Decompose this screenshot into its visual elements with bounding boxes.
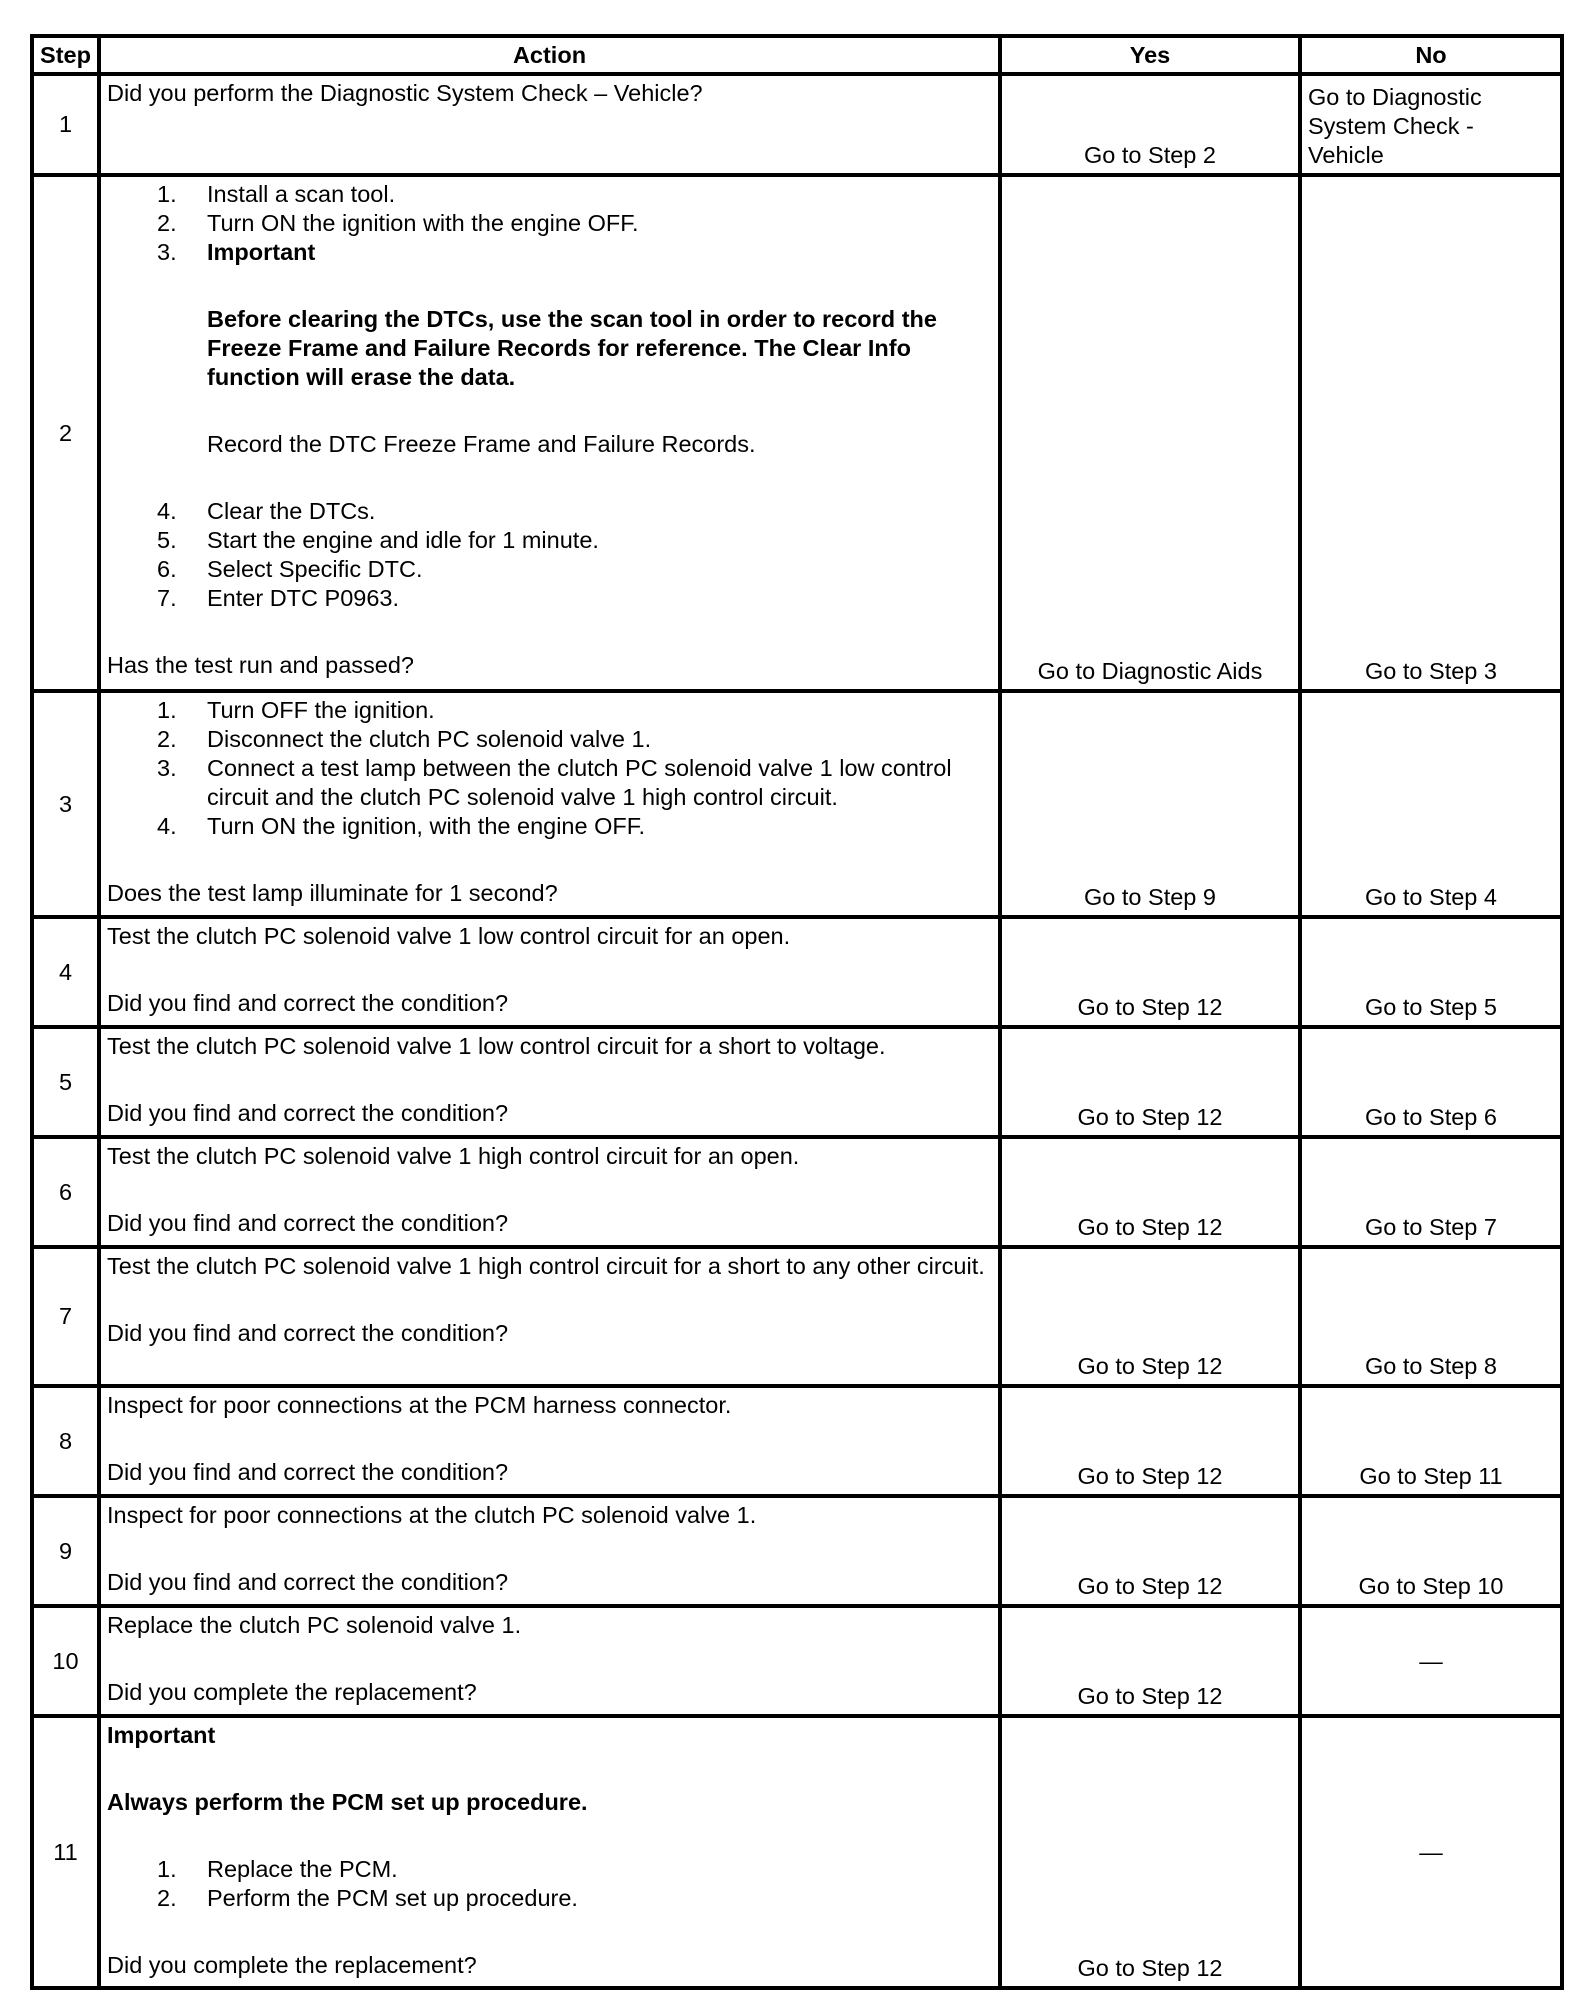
no-cell: Go to Step 7 xyxy=(1300,1137,1562,1247)
header-yes: Yes xyxy=(1000,36,1300,74)
list-item: 1. Replace the PCM. xyxy=(157,1856,398,1882)
diagnostic-table xyxy=(30,34,1564,1990)
question-text: Did you find and correct the condition? xyxy=(107,1459,509,1485)
yes-cell: Go to Step 2 xyxy=(1000,74,1300,175)
procedure-list xyxy=(107,180,992,267)
question-text: Did you find and correct the condition? xyxy=(107,990,509,1016)
list-item: 7. Enter DTC P0963. xyxy=(157,585,400,611)
action-text: Did you perform the Diagnostic System Check – Vehicle? xyxy=(107,80,703,106)
action-cell xyxy=(99,74,1000,175)
action-cell xyxy=(99,1716,1000,1988)
important-note: Before clearing the DTCs, use the scan tool in order to record the Freeze Frame and Failure Records for reference. The Clear Info function will erase the data. xyxy=(207,306,937,390)
question-text: Did you find and correct the condition? xyxy=(107,1100,509,1126)
table-row xyxy=(32,1027,1562,1137)
yes-cell: Go to Step 12 xyxy=(1000,1606,1300,1716)
list-item: 2. Perform the PCM set up procedure. xyxy=(157,1885,578,1911)
yes-cell: Go to Step 12 xyxy=(1000,1247,1300,1386)
table-row xyxy=(32,1496,1562,1606)
list-item: 3. Connect a test lamp between the clutch PC solenoid valve 1 low control circuit and the clutch PC solenoid valve 1 high control circuit. xyxy=(157,755,952,810)
action-text: Replace the clutch PC solenoid valve 1. xyxy=(107,1612,522,1638)
yes-cell: Go to Step 12 xyxy=(1000,1716,1300,1988)
action-text: Test the clutch PC solenoid valve 1 high control circuit for a short to any other circuit. xyxy=(107,1253,985,1279)
list-item: 5. Start the engine and idle for 1 minute. xyxy=(157,527,599,553)
yes-cell: Go to Step 12 xyxy=(1000,1027,1300,1137)
list-item: 6. Select Specific DTC. xyxy=(157,556,423,582)
action-text: Test the clutch PC solenoid valve 1 low control circuit for a short to voltage. xyxy=(107,1033,886,1059)
step-number: 2 xyxy=(32,175,99,691)
question-text: Has the test run and passed? xyxy=(107,652,415,678)
question-text: Does the test lamp illuminate for 1 second? xyxy=(107,880,558,906)
action-cell xyxy=(99,917,1000,1027)
procedure-list xyxy=(107,1855,992,1913)
table-row xyxy=(32,175,1562,691)
list-item: 1. Install a scan tool. xyxy=(157,181,396,207)
yes-cell: Go to Step 12 xyxy=(1000,1137,1300,1247)
important-label: Important xyxy=(107,1722,216,1748)
action-cell xyxy=(99,1386,1000,1496)
yes-cell: Go to Step 12 xyxy=(1000,917,1300,1027)
step-number: 11 xyxy=(32,1716,99,1988)
table-row xyxy=(32,74,1562,175)
action-text: Inspect for poor connections at the clutch PC solenoid valve 1. xyxy=(107,1502,757,1528)
action-cell xyxy=(99,691,1000,917)
list-item: 4. Clear the DTCs. xyxy=(157,498,376,524)
question-text: Did you complete the replacement? xyxy=(107,1952,477,1978)
no-cell: Go to Step 6 xyxy=(1300,1027,1562,1137)
step-number: 1 xyxy=(32,74,99,175)
table-row xyxy=(32,917,1562,1027)
action-text: Inspect for poor connections at the PCM harness connector. xyxy=(107,1392,732,1418)
action-cell xyxy=(99,1606,1000,1716)
action-text: Test the clutch PC solenoid valve 1 high control circuit for an open. xyxy=(107,1143,800,1169)
step-number: 6 xyxy=(32,1137,99,1247)
step-number: 4 xyxy=(32,917,99,1027)
yes-cell: Go to Diagnostic Aids xyxy=(1000,175,1300,691)
no-cell: Go to Step 5 xyxy=(1300,917,1562,1027)
step-number: 9 xyxy=(32,1496,99,1606)
table-row xyxy=(32,1137,1562,1247)
list-item: 4. Turn ON the ignition, with the engine OFF. xyxy=(157,813,646,839)
no-cell: — xyxy=(1300,1716,1562,1988)
table-row xyxy=(32,1386,1562,1496)
step-number: 5 xyxy=(32,1027,99,1137)
question-text: Did you find and correct the condition? xyxy=(107,1320,509,1346)
table-row xyxy=(32,1606,1562,1716)
procedure-list xyxy=(107,696,992,841)
no-cell: Go to Diagnostic System Check - Vehicle xyxy=(1300,74,1562,175)
table-row xyxy=(32,691,1562,917)
no-cell: Go to Step 10 xyxy=(1300,1496,1562,1606)
table-row xyxy=(32,1247,1562,1386)
question-text: Did you find and correct the condition? xyxy=(107,1210,509,1236)
header-step: Step xyxy=(32,36,99,74)
step-number: 7 xyxy=(32,1247,99,1386)
action-cell xyxy=(99,175,1000,691)
header-row xyxy=(32,36,1562,74)
list-item: 2. Disconnect the clutch PC solenoid valve 1. xyxy=(157,726,652,752)
action-text: Test the clutch PC solenoid valve 1 low control circuit for an open. xyxy=(107,923,791,949)
step-number: 8 xyxy=(32,1386,99,1496)
action-cell xyxy=(99,1027,1000,1137)
step-number: 3 xyxy=(32,691,99,917)
no-cell: Go to Step 11 xyxy=(1300,1386,1562,1496)
header-action: Action xyxy=(99,36,1000,74)
action-cell xyxy=(99,1137,1000,1247)
step-number: 10 xyxy=(32,1606,99,1716)
no-cell: Go to Step 8 xyxy=(1300,1247,1562,1386)
no-cell: Go to Step 4 xyxy=(1300,691,1562,917)
important-note: Always perform the PCM set up procedure. xyxy=(107,1789,588,1815)
list-item: 1. Turn OFF the ignition. xyxy=(157,697,435,723)
important-label: Important xyxy=(207,239,316,265)
action-cell xyxy=(99,1247,1000,1386)
question-text: Did you complete the replacement? xyxy=(107,1679,477,1705)
no-cell: — xyxy=(1300,1606,1562,1716)
no-cell: Go to Step 3 xyxy=(1300,175,1562,691)
question-text: Did you find and correct the condition? xyxy=(107,1569,509,1595)
yes-cell: Go to Step 9 xyxy=(1000,691,1300,917)
list-item: 3. Important xyxy=(157,239,316,265)
header-no: No xyxy=(1300,36,1562,74)
yes-cell: Go to Step 12 xyxy=(1000,1496,1300,1606)
table-row xyxy=(32,1716,1562,1988)
procedure-list xyxy=(107,497,992,613)
list-item: 2. Turn ON the ignition with the engine OFF. xyxy=(157,210,639,236)
yes-cell: Go to Step 12 xyxy=(1000,1386,1300,1496)
record-text: Record the DTC Freeze Frame and Failure Records. xyxy=(207,431,756,457)
action-cell xyxy=(99,1496,1000,1606)
